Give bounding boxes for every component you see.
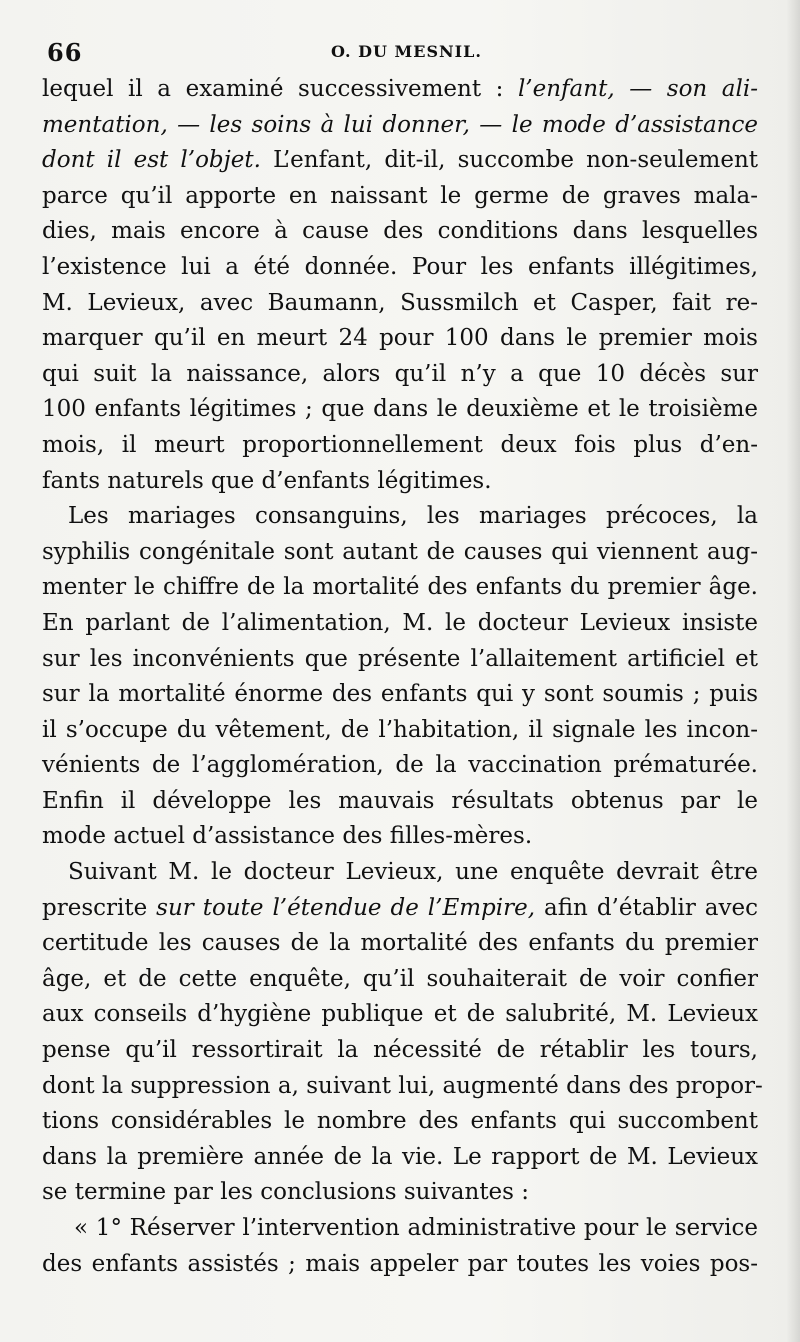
text-segment: parce qu’il apporte en naissant le germe de graves mala-	[42, 182, 758, 209]
text-line	[42, 962, 758, 998]
text-segment: dans la première année de la vie. Le rapport de M. Levieux	[42, 1143, 758, 1170]
italic-text: dont il est l’objet.	[42, 147, 261, 174]
text-segment: fants naturels que d’enfants légitimes.	[42, 467, 492, 494]
text-segment: marquer qu’il en meurt 24 pour 100 dans le premier mois	[42, 325, 758, 352]
text-line	[42, 108, 758, 144]
text-line	[42, 713, 758, 749]
text-segment: vénients de l’agglomération, de la vaccination prématurée.	[42, 752, 758, 779]
text-segment: menter le chiffre de la mortalité des enfants du premier âge.	[42, 574, 758, 601]
text-segment: des enfants assistés ; mais appeler par toutes les voies pos-	[42, 1250, 758, 1277]
text-line	[42, 855, 758, 891]
italic-text: l’enfant, — son ali-	[517, 76, 758, 102]
text-segment: qui suit la naissance, alors qu’il n’y a que 10 décès sur	[42, 360, 758, 387]
text-line	[42, 677, 758, 713]
text-line	[42, 286, 758, 322]
text-line	[42, 784, 758, 820]
text-line	[42, 250, 758, 286]
text-segment: lequel il a examiné successivement :	[42, 76, 518, 102]
text-segment: pense qu’il ressortirait la nécessité de rétablir les tours,	[42, 1037, 758, 1064]
text-line	[42, 642, 758, 678]
text-segment: En parlant de l’alimentation, M. le docteur Levieux insiste	[42, 609, 758, 636]
body-text	[42, 72, 763, 1282]
text-segment: syphilis congénitale sont autant de causes qui viennent aug-	[42, 538, 758, 565]
italic-text: sur toute l’étendue de l’Empire,	[156, 894, 536, 921]
text-line	[42, 1140, 758, 1176]
text-segment: tions considérables le nombre des enfants qui succombent	[42, 1108, 758, 1135]
text-segment: 100 enfants légitimes ; que dans le deuxième et le troisième	[42, 396, 758, 423]
text-line	[42, 997, 758, 1033]
text-line	[42, 72, 758, 108]
text-segment: sur les inconvénients que présente l’allaitement artificiel et	[42, 645, 758, 672]
text-line	[42, 1069, 763, 1105]
text-line	[42, 321, 758, 357]
text-segment: se termine par les conclusions suivantes :	[42, 1179, 530, 1206]
text-line	[42, 1211, 758, 1247]
italic-text: mentation, — les soins à lui donner, — le mode d’assistance	[42, 111, 758, 138]
text-segment: M. Levieux, avec Baumann, Sussmilch et Casper, fait re-	[42, 289, 758, 316]
text-line	[42, 464, 758, 500]
text-line	[42, 891, 758, 927]
text-line	[42, 535, 758, 571]
running-head: O. DU MESNIL.	[331, 42, 482, 61]
text-segment: il s’occupe du vêtement, de l’habitation, il signale les incon-	[42, 716, 758, 743]
text-line	[42, 819, 758, 855]
text-line	[42, 392, 758, 428]
text-segment: sur la mortalité énorme des enfants qui y sont soumis ; puis	[42, 681, 758, 708]
text-segment: dies, mais encore à cause des conditions dans lesquelles	[42, 218, 758, 245]
text-line	[42, 357, 758, 393]
text-segment: Les mariages consanguins, les mariages précoces, la	[68, 503, 758, 530]
text-segment: « 1° Réserver l’intervention administrative pour le service	[74, 1215, 758, 1241]
text-line	[42, 606, 758, 642]
text-segment: certitude les causes de la mortalité des enfants du premier	[42, 930, 758, 957]
text-segment: mois, il meurt proportionnellement deux fois plus d’en-	[42, 431, 758, 458]
text-line	[42, 143, 758, 179]
text-line	[42, 179, 758, 215]
text-line	[42, 1033, 758, 1069]
text-segment: Enfin il développe les mauvais résultats obtenus par le	[42, 787, 758, 814]
text-line	[42, 570, 758, 606]
text-line	[42, 926, 758, 962]
page-number: 66	[47, 38, 83, 67]
text-segment: âge, et de cette enquête, qu’il souhaiterait de voir confier	[42, 965, 758, 992]
text-segment: aux conseils d’hygiène publique et de salubrité, M. Levieux	[42, 1001, 758, 1028]
page-header	[47, 30, 762, 70]
text-line	[42, 428, 758, 464]
text-segment: prescrite	[42, 894, 157, 921]
text-segment: Suivant M. le docteur Levieux, une enquête devrait être	[68, 859, 758, 886]
text-line	[42, 748, 758, 784]
page-edge-shadow	[786, 0, 800, 1342]
text-segment: dont la suppression a, suivant lui, augmenté dans des propor-	[42, 1072, 763, 1099]
text-line	[42, 1175, 758, 1211]
text-line	[42, 1104, 758, 1140]
text-line	[42, 499, 758, 535]
text-line	[42, 214, 758, 250]
text-line	[42, 1247, 758, 1283]
text-segment: l’existence lui a été donnée. Pour les enfants illégitimes,	[42, 253, 758, 280]
text-segment: afin d’établir avec	[535, 894, 758, 921]
text-segment: L’enfant, dit-il, succombe non-seulement	[260, 147, 758, 174]
text-segment: mode actuel d’assistance des filles-mères.	[42, 823, 533, 850]
